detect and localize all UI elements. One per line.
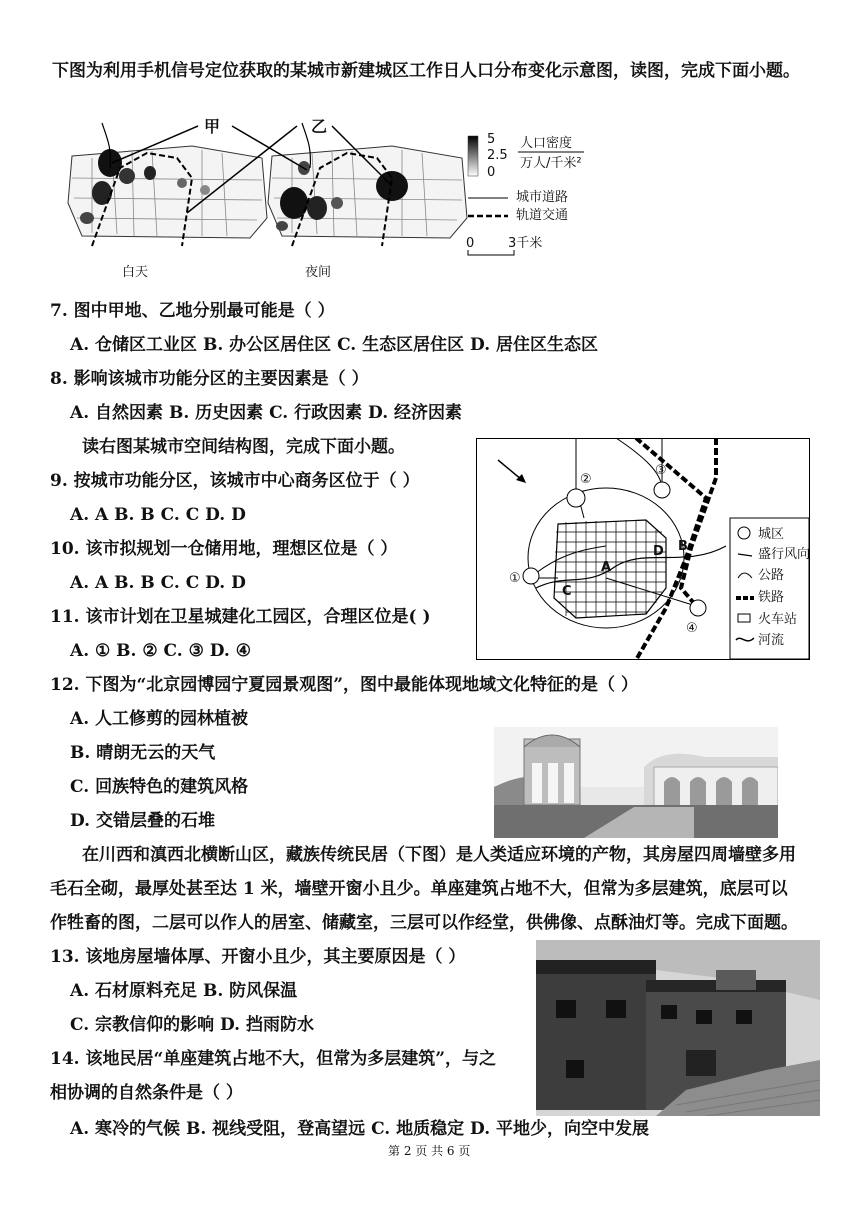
ningxia-garden-photo (494, 727, 778, 838)
q9-stem: 9. 按城市功能分区，该城市中心商务区位于（ ） (50, 471, 420, 491)
map-label-C: C (562, 584, 572, 599)
q7-options: A. 仓储区工业区 B. 办公区居住区 C. 生态区居住区 D. 居住区生态区 (70, 335, 599, 355)
q10-options: A. A B. B C. C D. D (70, 573, 246, 593)
q13-options-ab: A. 石材原料充足 B. 防风保温 (70, 981, 298, 1001)
legend-road2: 公路 (758, 568, 785, 583)
q8-options: A. 自然因素 B. 历史因素 C. 行政因素 D. 经济因素 (70, 403, 463, 423)
tibetan-house-photo (536, 940, 820, 1116)
para-line-1: 在川西和滇西北横断山区，藏族传统民居（下图）是人类适应环境的产物，其房屋四周墙壁多用 (82, 845, 796, 865)
q12-option-c: C. 回族特色的建筑风格 (70, 777, 249, 797)
map-label-1: ① (509, 571, 521, 586)
caption-day: 白天 (122, 265, 149, 280)
q12-stem: 12. 下图为“北京园博园宁夏园景观图”，图中最能体现地域文化特征的是（ ） (50, 675, 638, 695)
q14-options: A. 寒冷的气候 B. 视线受阻，登高望远 C. 地质稳定 D. 平地少，向空中发展 (70, 1119, 650, 1139)
q7-stem: 7. 图中甲地、乙地分别最可能是（ ） (50, 301, 335, 321)
map-label-A: A (601, 560, 612, 575)
night-map (268, 123, 467, 246)
legend-scale-25: 2.5 (487, 148, 508, 163)
map-label-B: B (678, 539, 688, 554)
q11-options: A. ① B. ② C. ③ D. ④ (70, 641, 251, 661)
legend-scalebar-0: 0 (466, 236, 475, 251)
map-label-2: ② (580, 472, 592, 487)
q14-stem-line1: 14. 该地民居“单座建筑占地不大，但常为多层建筑”，与之 (50, 1049, 497, 1069)
legend-rail2: 铁路 (758, 590, 785, 605)
q8-stem: 8. 影响该城市功能分区的主要因素是（ ） (50, 369, 369, 389)
legend-scalebar-3: 3千米 (508, 236, 543, 251)
intro-text: 下图为利用手机信号定位获取的某城市新建城区工作日人口分布变化示意图，读图，完成下面小题。 (52, 61, 800, 81)
legend-station: 火车站 (758, 612, 798, 627)
legend-city: 城区 (758, 527, 785, 542)
q9-options: A. A B. B C. C D. D (70, 505, 246, 525)
legend-road: 城市道路 (516, 190, 569, 205)
legend-wind: 盛行风向 (758, 547, 811, 562)
legend-river: 河流 (758, 633, 785, 648)
map-label-3: ③ (655, 463, 667, 478)
q13-options-cd: C. 宗教信仰的影响 D. 挡雨防水 (70, 1015, 314, 1035)
map-label-4: ④ (686, 621, 698, 636)
legend-rail: 轨道交通 (516, 208, 569, 223)
q11-stem: 11. 该市计划在卫星城建化工园区，合理区位是( ) (50, 607, 431, 627)
q12-option-d: D. 交错层叠的石堆 (70, 811, 215, 831)
label-jia: 甲 (204, 117, 221, 136)
legend-density-unit: 万人/千米² (520, 156, 582, 171)
page-footer: 第 2 页 共 6 页 (388, 1144, 471, 1158)
map-label-D: D (653, 544, 664, 559)
q14-stem-line2: 相协调的自然条件是（ ） (50, 1083, 243, 1103)
q12-option-b: B. 晴朗无云的天气 (70, 743, 216, 763)
label-yi: 乙 (311, 117, 328, 136)
q10-stem: 10. 该市拟规划一仓储用地，理想区位是（ ） (50, 539, 398, 559)
para-line-2: 毛石全砌，最厚处甚至达 1 米，墙壁开窗小且少。单座建筑占地不大，但常为多层建筑，底层可以 (50, 879, 788, 899)
legend-scale-0: 0 (487, 165, 496, 180)
legend-density-title: 人口密度 (520, 136, 573, 151)
q13-stem: 13. 该地房屋墙体厚、开窗小且少，其主要原因是（ ） (50, 947, 466, 967)
day-map (68, 123, 267, 246)
intro2-text: 读右图某城市空间结构图，完成下面小题。 (82, 437, 405, 457)
caption-night: 夜间 (305, 265, 332, 280)
q12-option-a: A. 人工修剪的园林植被 (70, 709, 249, 729)
para-line-3: 作牲畜的图，二层可以作人的居室、储藏室，三层可以作经堂，供佛像、点酥油灯等。完成下面题。 (50, 913, 798, 933)
legend-scale-5: 5 (487, 132, 496, 147)
